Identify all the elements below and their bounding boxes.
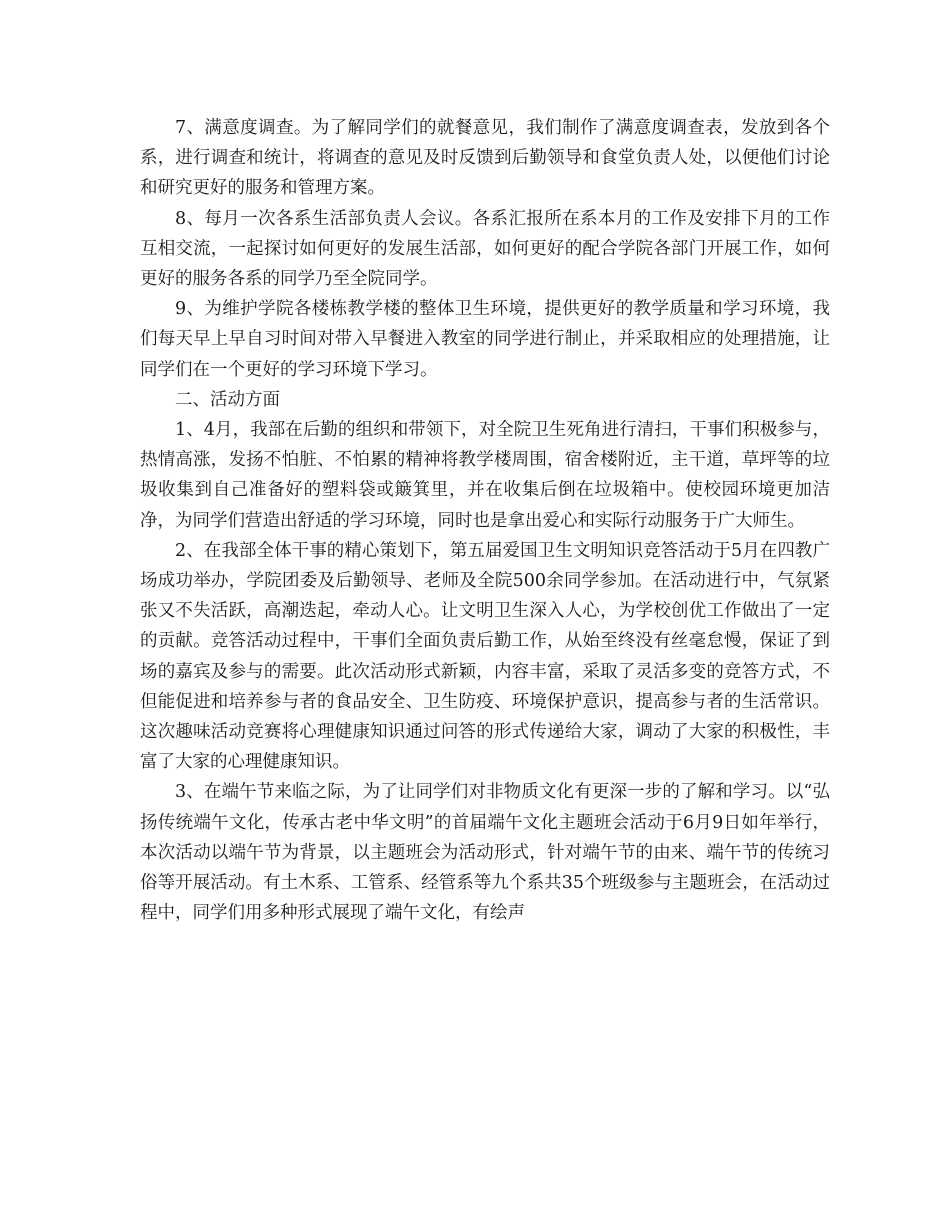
paragraph-activity-3: 3、在端午节来临之际，为了让同学们对非物质文化有更深一步的了解和学习。以“弘扬传统端午文化，传承古老中华文明”的首届端午文化主题班会活动于6月9日如年举行，本次活动以端午节为背景，以主题班会为活动形式，针对端午节的由来、端午节的传统习俗等开展活动。有土木系、工管系、经管系等九个系共35个班级参与主题班会，在活动过程中，同学们用多种形式展现了端午文化，有绘声 [140,782,830,924]
paragraph-item-7: 7、满意度调查。为了解同学们的就餐意见，我们制作了满意度调查表，发放到各个系，进行调查和统计，将调查的意见及时反馈到后勤领导和食堂负责人处，以便他们讨论和研究更好的服务和管理方案。 [140,118,830,199]
paragraph-activity-2: 2、在我部全体干事的精心策划下，第五届爱国卫生文明知识竞答活动于5月在四教广场成功举办，学院团委及后勤领导、老师及全院500余同学参加。在活动进行中，气氛紧张又不失活跃，高潮迭起，牵动人心。让文明卫生深入人心，为学校创优工作做出了一定的贡献。竞答活动过程中，干事们全面负责后勤工作，从始至终没有丝毫怠慢，保证了到场的嘉宾及参与的需要。此次活动形式新颖，内容丰富，采取了灵活多变的竞答方式，不但能促进和培养参与者的食品安全、卫生防疫、环境保护意识，提高参与者的生活常识。这次趣味活动竞赛将心理健康知识通过问答的形式传递给大家，调动了大家的积极性，丰富了大家的心理健康知识。 [140,540,830,773]
paragraph-item-9: 9、为维护学院各楼栋教学楼的整体卫生环境，提供更好的教学质量和学习环境，我们每天早上早自习时间对带入早餐进入教室的同学进行制止，并采取相应的处理措施，让同学们在一个更好的学习环境下学习。 [140,299,830,380]
section-heading-activities: 二、活动方面 [175,389,280,410]
paragraph-item-8: 8、每月一次各系生活部负责人会议。各系汇报所在系本月的工作及安排下月的工作互相交流，一起探讨如何更好的发展生活部，如何更好的配合学院各部门开展工作，如何更好的服务各系的同学乃至全院同学。 [140,208,830,290]
document-body [140,113,830,928]
paragraph-activity-1: 1、4月，我部在后勤的组织和带领下，对全院卫生死角进行清扫，干事们积极参与，热情高涨，发扬不怕脏、不怕累的精神将教学楼周围，宿舍楼附近，主干道，草坪等的垃圾收集到自己准备好的塑料袋或簸箕里，并在收集后倒在垃圾箱中。使校园环境更加洁净，为同学们营造出舒适的学习环境，同时也是拿出爱心和实际行动服务于广大师生。 [140,420,830,531]
